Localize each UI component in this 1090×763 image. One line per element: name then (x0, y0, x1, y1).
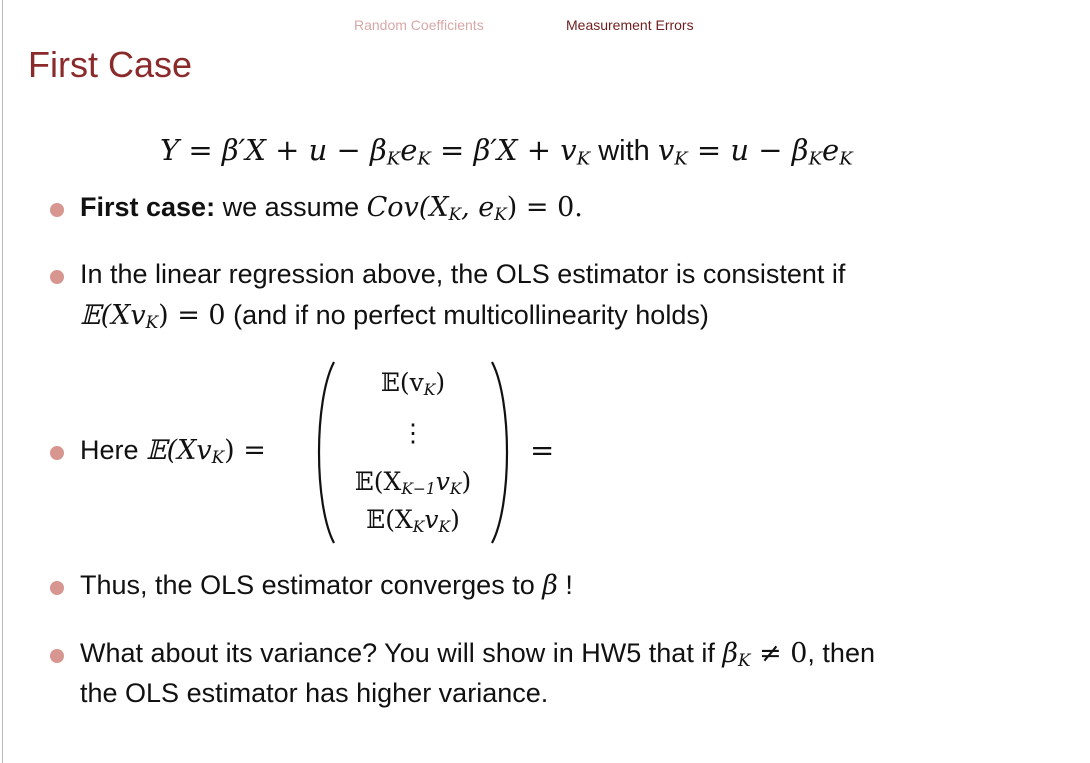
bullet-2-line-1: In the linear regression above, the OLS estimator is consistent if (80, 259, 846, 289)
bullet-marker-4 (50, 581, 64, 595)
vector-row-1: $𝔼(v_K)$ (380, 368, 446, 399)
vector-row-k-minus-1: $𝔼(X_{K-1}v_K)$ (354, 467, 472, 498)
model-equation: $Y = \beta'X + u - \beta_Ke_K = \beta'X + v_K$ with $v_K = u - \beta_Ke_K$ (160, 133, 853, 170)
right-parenthesis (488, 360, 516, 545)
bullet-5-line-1: What about its variance? You will show in HW5 that if $\beta_K \ne 0$, then (80, 638, 875, 671)
bullet-marker-3 (50, 446, 64, 460)
slide-left-border (2, 0, 3, 763)
bullet-1-label: First case: (80, 192, 216, 222)
vector-row-dots: ⋮ (400, 418, 426, 447)
nav-item-measurement-errors[interactable]: Measurement Errors (566, 17, 694, 33)
trailing-equals: = (530, 433, 555, 467)
bullet-marker-1 (50, 203, 64, 217)
bullet-1-text: First case: we assume $Cov(X_K$, $e_K) = 0$. (80, 192, 583, 225)
bullet-marker-5 (50, 649, 64, 663)
expectation-vector (310, 360, 516, 545)
bullet-3-text: Here $𝔼(Xv_K)$ = (80, 435, 266, 468)
bullet-4-text: Thus, the OLS estimator converges to β ! (80, 570, 573, 601)
vector-row-k: $𝔼(X_Kv_K)$ (366, 505, 460, 536)
slide-title: First Case (28, 44, 193, 85)
bullet-2-line-2: $𝔼(Xv_K) = 0$ (and if no perfect multicollinearity holds) (80, 300, 709, 333)
bullet-5-line-2: the OLS estimator has higher variance. (80, 678, 549, 708)
bullet-marker-2 (50, 270, 64, 284)
nav-item-random-coefficients[interactable]: Random Coefficients (354, 17, 484, 33)
